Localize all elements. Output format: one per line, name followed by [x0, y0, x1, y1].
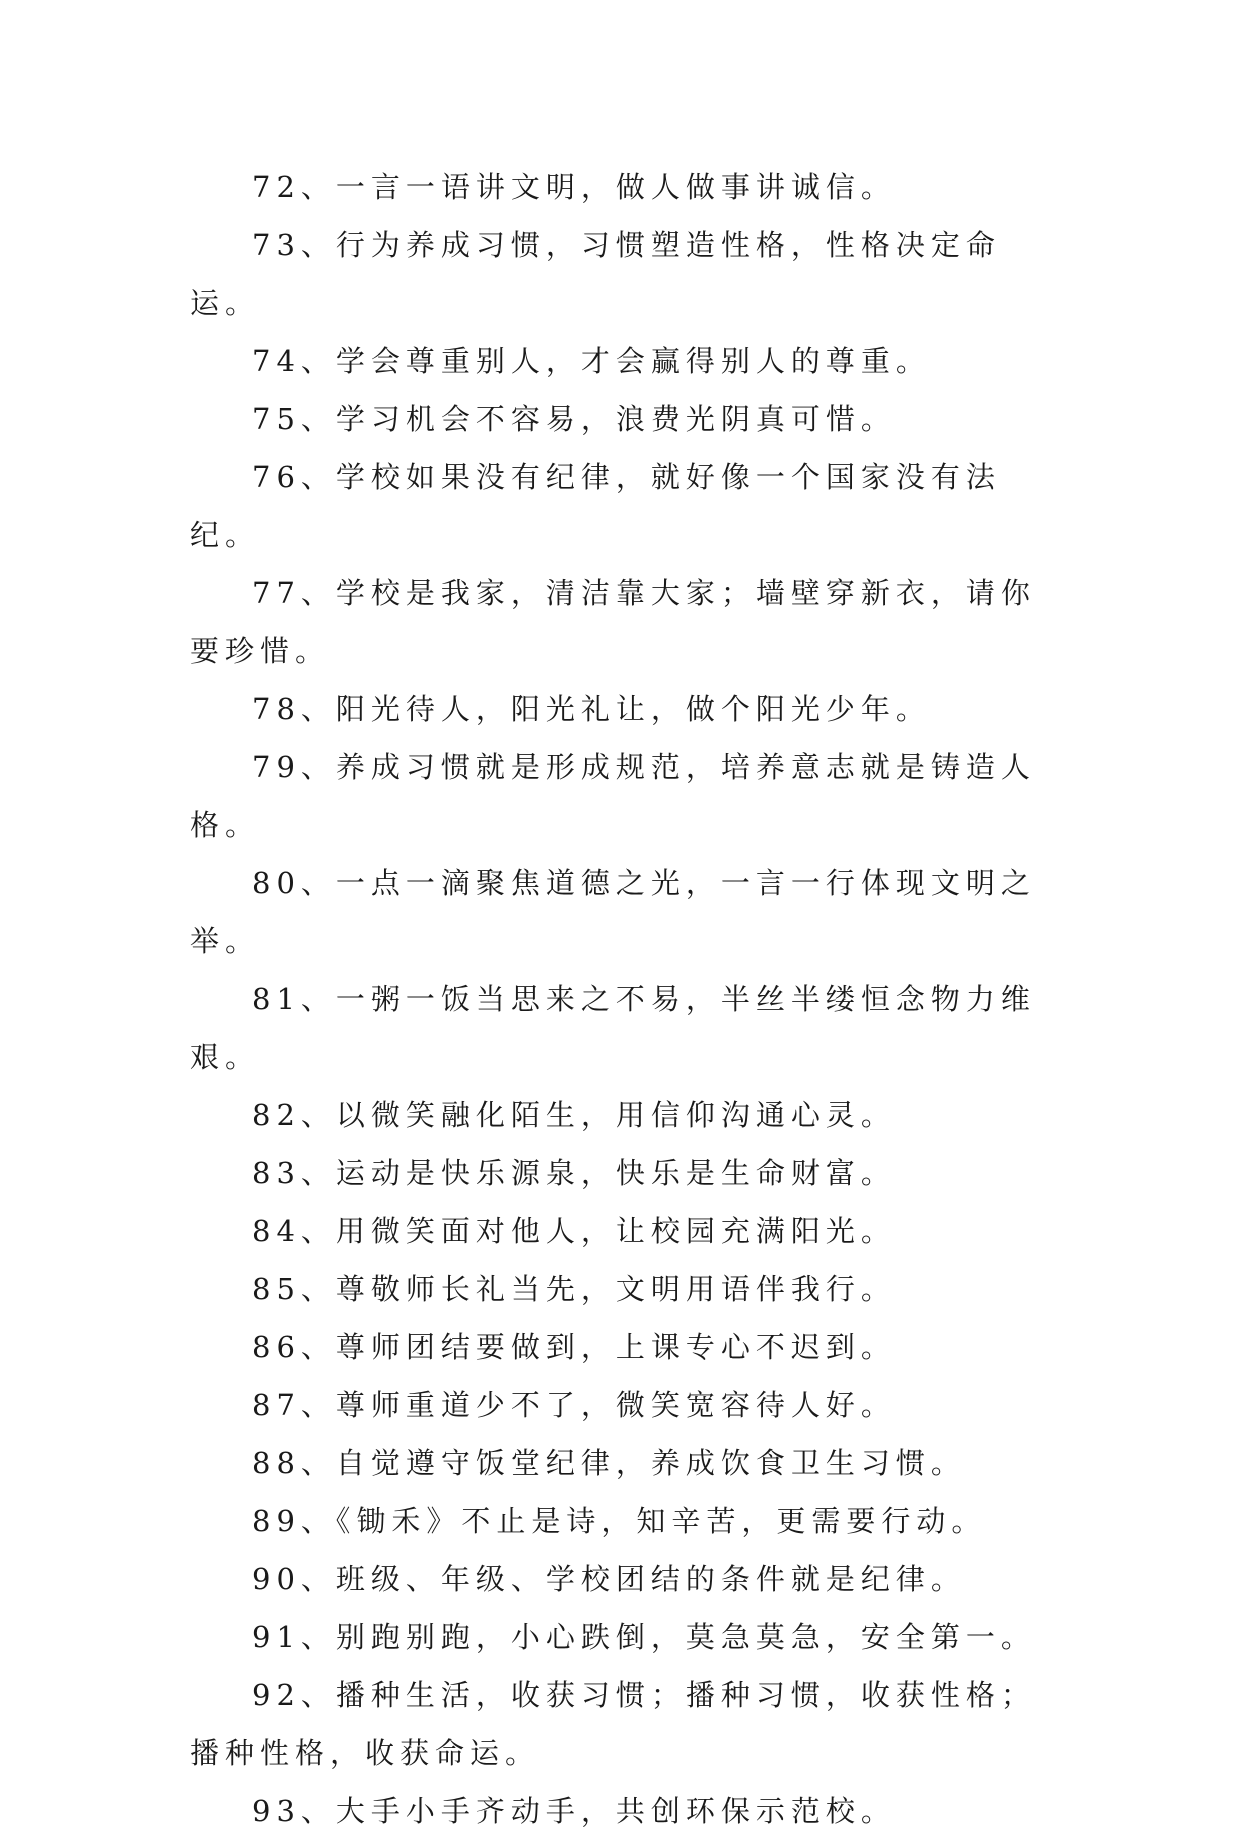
- list-item: 92、播种生活，收获习惯；播种习惯，收获性格；播种性格，收获命运。: [190, 1678, 1036, 1770]
- list-item: 84、用微笑面对他人，让校园充满阳光。: [252, 1214, 896, 1248]
- list-item: 78、阳光待人，阳光礼让，做个阳光少年。: [252, 692, 931, 726]
- list-item: 73、行为养成习惯，习惯塑造性格，性格决定命运。: [190, 228, 1001, 320]
- list-item: 79、养成习惯就是形成规范，培养意志就是铸造人格。: [190, 750, 1036, 842]
- list-item: 83、运动是快乐源泉，快乐是生命财富。: [252, 1156, 896, 1190]
- document-body: [190, 158, 1050, 1840]
- list-item: 90、班级、年级、学校团结的条件就是纪律。: [252, 1562, 966, 1596]
- list-item: 82、以微笑融化陌生，用信仰沟通心灵。: [252, 1098, 896, 1132]
- list-item: 86、尊师团结要做到，上课专心不迟到。: [252, 1330, 896, 1364]
- list-item: 91、别跑别跑，小心跌倒，莫急莫急，安全第一。: [252, 1620, 1036, 1654]
- list-item: 85、尊敬师长礼当先，文明用语伴我行。: [252, 1272, 896, 1306]
- list-item: 74、学会尊重别人，才会赢得别人的尊重。: [252, 344, 931, 378]
- list-item: 77、学校是我家，清洁靠大家；墙壁穿新衣，请你要珍惜。: [190, 576, 1036, 668]
- list-item: 76、学校如果没有纪律，就好像一个国家没有法纪。: [190, 460, 1001, 552]
- list-item: 89、《锄禾》不止是诗，知辛苦，更需要行动。: [252, 1504, 987, 1538]
- list-item: 87、尊师重道少不了，微笑宽容待人好。: [252, 1388, 896, 1422]
- list-item: 88、自觉遵守饭堂纪律，养成饮食卫生习惯。: [252, 1446, 966, 1480]
- list-item: 75、学习机会不容易，浪费光阴真可惜。: [252, 402, 896, 436]
- list-item: 81、一粥一饭当思来之不易，半丝半缕恒念物力维艰。: [190, 982, 1036, 1074]
- list-item: 80、一点一滴聚焦道德之光，一言一行体现文明之举。: [190, 866, 1036, 958]
- list-item: 93、大手小手齐动手，共创环保示范校。: [252, 1794, 896, 1828]
- list-item: 72、一言一语讲文明，做人做事讲诚信。: [252, 170, 896, 204]
